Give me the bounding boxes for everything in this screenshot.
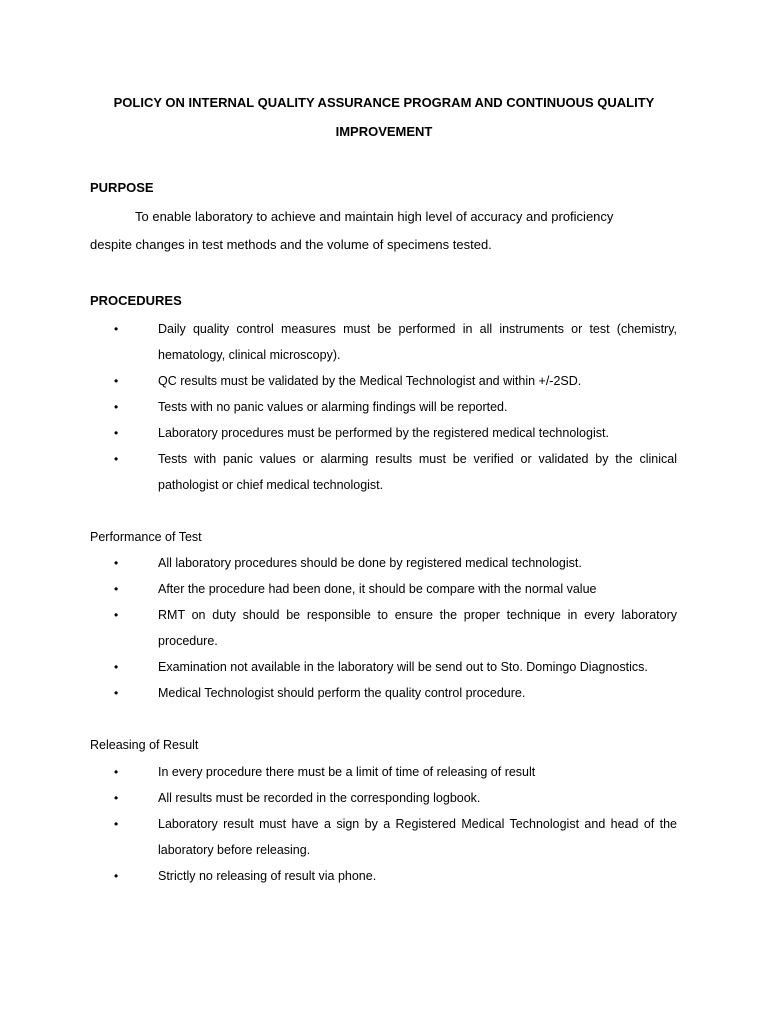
bullet-icon: • bbox=[114, 426, 119, 440]
list-item-text: Tests with no panic values or alarming findings will be reported. bbox=[158, 400, 508, 414]
list-item-text: Examination not available in the laboratory will be send out to Sto. Domingo Diagnostics. bbox=[158, 660, 648, 674]
bullet-icon: • bbox=[114, 817, 119, 831]
document-title-line-1: POLICY ON INTERNAL QUALITY ASSURANCE PROGRAM AND CONTINUOUS QUALITY bbox=[113, 95, 655, 110]
bullet-icon: • bbox=[114, 791, 119, 805]
list-item-text: Medical Technologist should perform the quality control procedure. bbox=[158, 686, 526, 700]
performance-heading: Performance of Test bbox=[90, 530, 202, 544]
list-item-text: In every procedure there must be a limit of time of releasing of result bbox=[158, 765, 536, 779]
bullet-icon: • bbox=[114, 765, 119, 779]
bullet-icon: • bbox=[114, 582, 119, 596]
bullet-icon: • bbox=[114, 608, 119, 622]
list-item-text: Laboratory result must have a sign by a Registered Medical Technologist and head of the laboratory before releasing. bbox=[158, 817, 677, 857]
bullet-icon: • bbox=[114, 452, 119, 466]
bullet-icon: • bbox=[114, 660, 119, 674]
procedures-heading: PROCEDURES bbox=[90, 293, 182, 308]
releasing-heading: Releasing of Result bbox=[90, 738, 199, 752]
bullet-icon: • bbox=[114, 869, 119, 883]
list-item-text: Strictly no releasing of result via phone. bbox=[158, 869, 377, 883]
list-item-text: All laboratory procedures should be done by registered medical technologist. bbox=[158, 556, 582, 570]
list-item-text: All results must be recorded in the corresponding logbook. bbox=[158, 791, 481, 805]
purpose-text-line-1: To enable laboratory to achieve and maintain high level of accuracy and proficiency bbox=[135, 209, 614, 224]
list-item-text: Tests with panic values or alarming results must be verified or validated by the clinical pathologist or chief medical technologist. bbox=[158, 452, 677, 492]
document-title-line-2: IMPROVEMENT bbox=[335, 124, 433, 139]
bullet-icon: • bbox=[114, 556, 119, 570]
purpose-text-line-2: despite changes in test methods and the volume of specimens tested. bbox=[90, 237, 492, 252]
bullet-icon: • bbox=[114, 400, 119, 414]
list-item-text: Laboratory procedures must be performed by the registered medical technologist. bbox=[158, 426, 609, 440]
purpose-heading: PURPOSE bbox=[90, 180, 154, 195]
list-item-text: After the procedure had been done, it should be compare with the normal value bbox=[158, 582, 597, 596]
list-item-text: Daily quality control measures must be performed in all instruments or test (chemistry, hematology, clinical microscopy). bbox=[158, 322, 677, 362]
bullet-icon: • bbox=[114, 374, 119, 388]
list-item-text: RMT on duty should be responsible to ensure the proper technique in every laboratory procedure. bbox=[158, 608, 677, 648]
list-item-text: QC results must be validated by the Medical Technologist and within +/-2SD. bbox=[158, 374, 582, 388]
bullet-icon: • bbox=[114, 686, 119, 700]
bullet-icon: • bbox=[114, 322, 119, 336]
